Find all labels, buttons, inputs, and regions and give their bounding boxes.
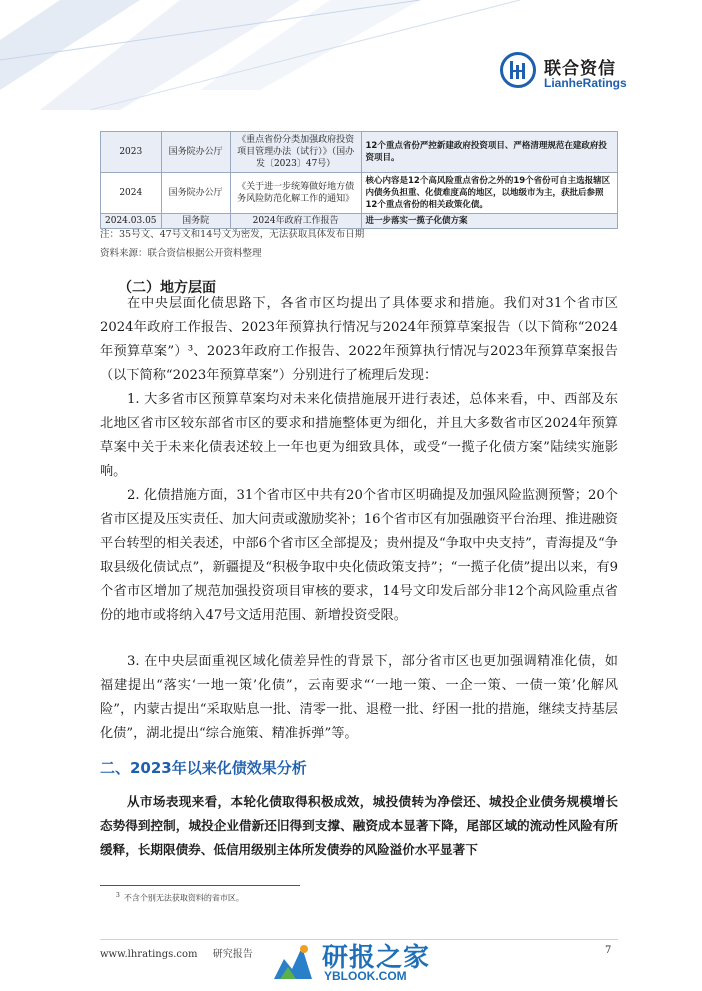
table-cell-content: 进一步落实一揽子化债方案 bbox=[361, 214, 617, 229]
watermark-logo-icon bbox=[270, 939, 316, 983]
body-paragraph: 在中央层面化债思路下，各省市区均提出了具体要求和措施。我们对31个省市区2024年政府工作报告、2023年预算执行情况与2024年预算草案报告（以下简称“2024年预算草案”）³、2023年政府工作报告、2022年预算执行情况与2023年预算草案报告（以下简称“2023年预算草案”）分别进行了梳理后发现： bbox=[100, 296, 618, 383]
page-number: 7 bbox=[605, 945, 612, 956]
footer-left bbox=[100, 945, 253, 960]
section-heading: 二、2023年以来化债效果分析 bbox=[100, 759, 307, 777]
table-cell-year: 2023 bbox=[101, 132, 162, 173]
table-cell-year: 2024.03.05 bbox=[101, 214, 162, 229]
subsection-heading: （二）地方层面 bbox=[118, 280, 216, 296]
logo-mark-icon bbox=[500, 52, 536, 88]
logo-chinese-name: 联合资信 bbox=[544, 59, 616, 79]
table-cell-document: 《重点省份分类加强政府投资项目管理办法（试行）》（国办发〔2023〕47号） bbox=[230, 132, 361, 173]
footnote-divider bbox=[100, 885, 300, 886]
body-paragraph: 1. 大多省市区预算草案均对未来化债措施展开进行表述，总体来看，中、西部及东北地区省市区较东部省市区的要求和措施整体更为细化，并且大多数省市区2024年预算草案中关于未来化债表述较上一年也更为细致具体，或受“一揽子化债方案”陆续实施影响。 bbox=[100, 392, 618, 479]
table-note: 注：35号文、47号文和14号文为密发，无法获取具体发布日期 bbox=[100, 229, 365, 240]
policy-table bbox=[100, 131, 618, 229]
watermark-chinese: 研报之家 bbox=[322, 943, 431, 973]
table-cell-issuer: 国务院办公厅 bbox=[161, 173, 230, 214]
table-cell-year: 2024 bbox=[101, 173, 162, 214]
body-paragraph-bold: 从市场表现来看，本轮化债取得积极成效，城投债转为净偿还、城投企业债务规模增长态势得到控制，城投企业借新还旧得到支撑、融资成本显著下降，尾部区域的流动性风险有所缓释，长期限债券、低信用级别主体所发债券的风险溢价水平显著下 bbox=[100, 794, 618, 857]
table-cell-document: 2024年政府工作报告 bbox=[230, 214, 361, 229]
watermark-english: YBLOOK.COM bbox=[324, 969, 407, 983]
logo-english-name: LianheRatings bbox=[544, 76, 627, 90]
table-source: 资料来源：联合资信根据公开资料整理 bbox=[100, 248, 262, 259]
table-cell-content: 12个重点省份严控新建政府投资项目、严格清理规范在建政府投资项目。 bbox=[361, 132, 617, 173]
footer-label: 研究报告 bbox=[212, 949, 253, 960]
watermark bbox=[270, 935, 460, 987]
footer-website[interactable]: www.lhratings.com bbox=[100, 949, 198, 960]
footnote-marker: 3 bbox=[116, 892, 120, 899]
table-cell-document: 《关于进一步统筹做好地方债务风险防范化解工作的通知》 bbox=[230, 173, 361, 214]
table-cell-content: 核心内容是12个高风险重点省份之外的19个省份可自主选报辖区内债务负担重、化债难度高的地区，以地级市为主，获批后参照12个重点省份的相关政策化债。 bbox=[361, 173, 617, 214]
company-logo bbox=[500, 52, 630, 92]
body-paragraph: 3. 在中央层面重视区域化债差异性的背景下，部分省市区也更加强调精准化债，如福建提出“落实‘一地一策’化债”，云南要求“‘一地一策、一企一策、一债一策’化解风险”，内蒙古提出“采取贴息一批、清零一批、退橙一批、纾困一批的措施，继续支持基层化债”，湖北提出“综合施策、精准拆弹”等。 bbox=[100, 654, 618, 741]
footnote bbox=[116, 892, 244, 904]
footnote-text: 不含个别无法获取资料的省市区。 bbox=[123, 893, 244, 903]
body-paragraph: 2. 化债措施方面，31个省市区中共有20个省市区明确提及加强风险监测预警；20个省市区提及压实责任、加大问责或激励奖补；16个省市区有加强融资平台治理、推进融资平台转型的相关表述，中部6个省市区全部提及；贵州提及“争取中央支持”，青海提及“争取县级化债试点”，新疆提及“积极争取中央化债政策支持”；“一揽子化债”提出以来，有9个省市区增加了规范加强投资项目审核的要求，14号文印发后部分非12个高风险重点省份的地市或将纳入47号文适用范围、新增投资受限。 bbox=[100, 488, 618, 623]
table-cell-issuer: 国务院办公厅 bbox=[161, 132, 230, 173]
table-cell-issuer: 国务院 bbox=[161, 214, 230, 229]
table-row bbox=[101, 132, 618, 173]
table-row bbox=[101, 173, 618, 214]
